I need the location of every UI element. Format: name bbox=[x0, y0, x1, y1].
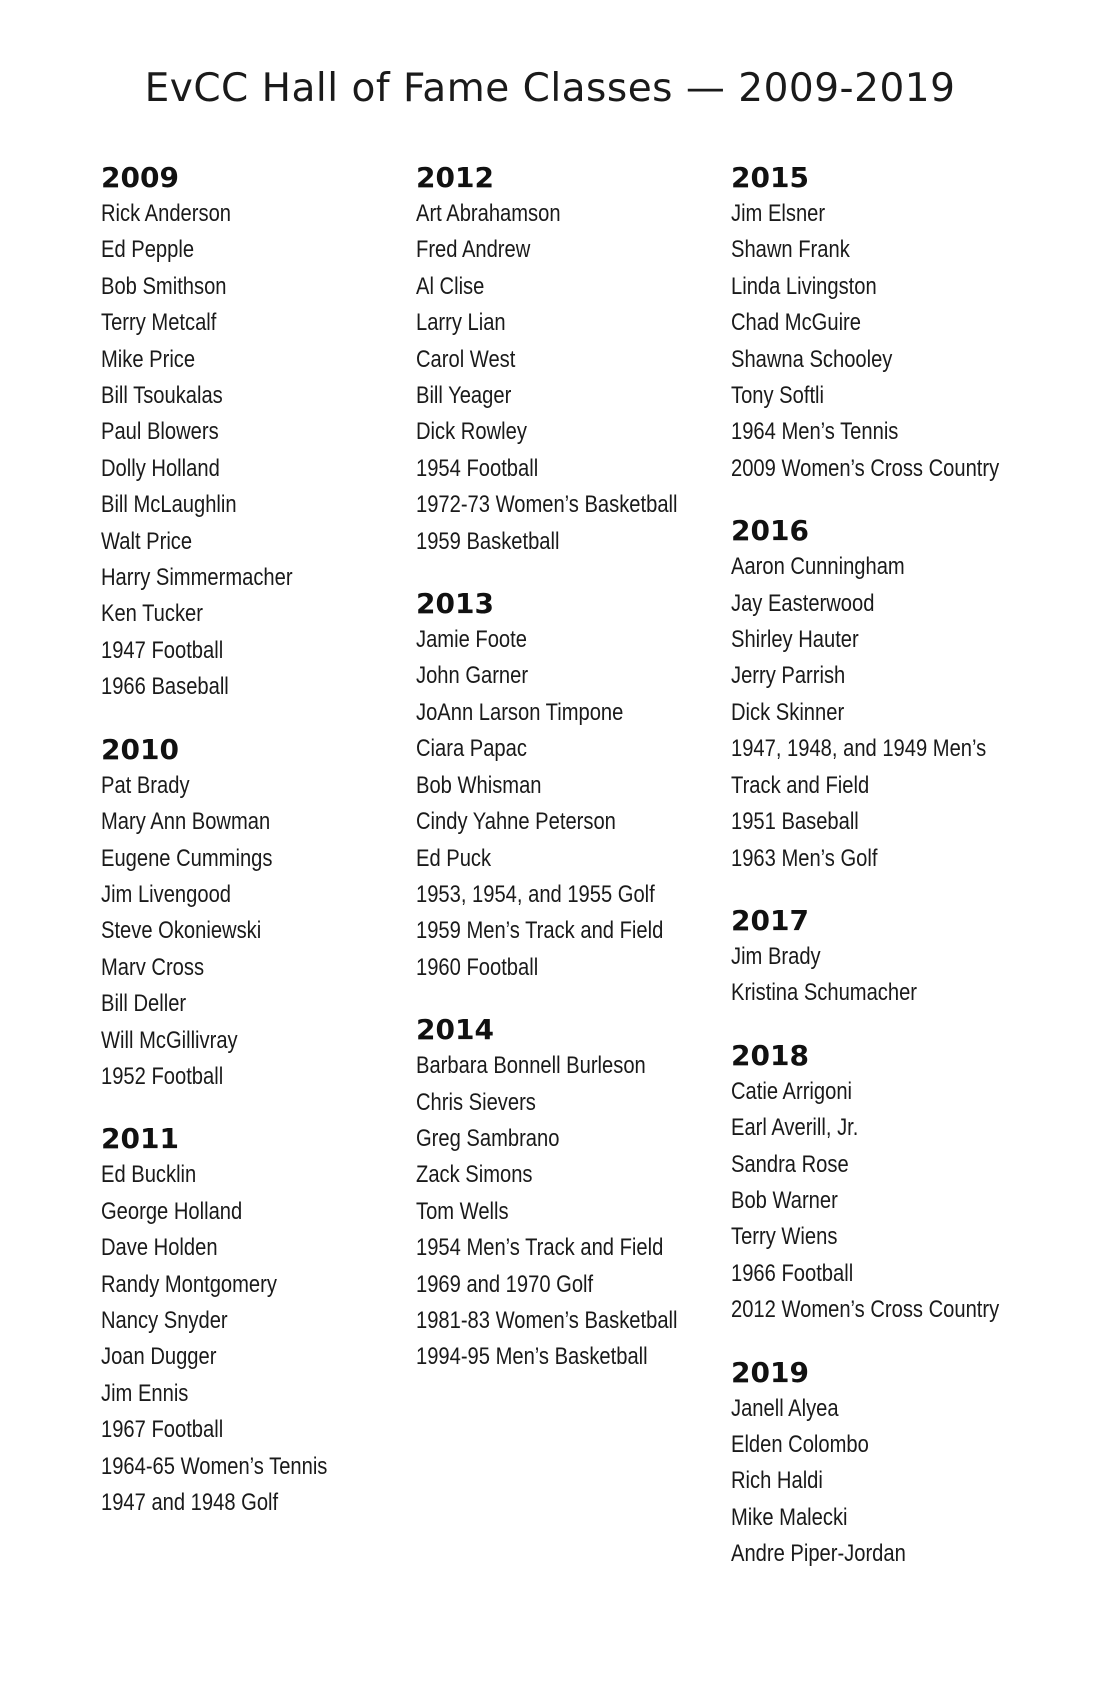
inductee-item: Bill McLaughlin bbox=[101, 491, 237, 519]
inductee-item: Shawna Schooley bbox=[731, 345, 893, 373]
page-title: EvCC Hall of Fame Classes — 2009-2019 bbox=[144, 66, 956, 111]
inductee-item: Walt Price bbox=[101, 527, 193, 555]
inductee-item: Ed Puck bbox=[416, 844, 492, 872]
inductee-item: 2009 Women’s Cross Country bbox=[731, 454, 1000, 482]
inductee-item: 1963 Men’s Golf bbox=[731, 844, 878, 872]
year-heading: 2018 bbox=[731, 1038, 809, 1072]
inductee-list bbox=[101, 1157, 421, 1521]
inductee-item: Jim Ennis bbox=[101, 1379, 189, 1407]
inductee-item: 1967 Football bbox=[101, 1416, 224, 1444]
inductee-item: 1960 Football bbox=[416, 953, 539, 981]
inductee-item: Kristina Schumacher bbox=[731, 979, 918, 1007]
inductee-list bbox=[731, 196, 1061, 487]
column-3 bbox=[731, 160, 1061, 1599]
inductee-item: Art Abrahamson bbox=[416, 200, 561, 227]
inductee-item: Mike Price bbox=[101, 345, 196, 373]
inductee-item: Greg Sambrano bbox=[416, 1124, 560, 1152]
year-heading: 2014 bbox=[416, 1013, 494, 1047]
inductee-item: Shirley Hauter bbox=[731, 626, 859, 654]
inductee-item: Ken Tucker bbox=[101, 600, 203, 628]
year-section-2014 bbox=[416, 1012, 736, 1376]
year-section-2012 bbox=[416, 160, 736, 560]
inductee-item: Rich Haldi bbox=[731, 1467, 823, 1495]
inductee-item: Mike Malecki bbox=[731, 1503, 848, 1531]
inductee-item: Jay Easterwood bbox=[731, 589, 875, 617]
inductee-item: Dick Skinner bbox=[731, 698, 845, 726]
year-heading: 2013 bbox=[416, 587, 494, 621]
inductee-item: Cindy Yahne Peterson bbox=[416, 808, 616, 836]
inductee-item: 1964-65 Women’s Tennis bbox=[101, 1452, 328, 1480]
year-heading: 2016 bbox=[731, 514, 809, 548]
inductee-item: Randy Montgomery bbox=[101, 1270, 277, 1298]
inductee-item: Paul Blowers bbox=[101, 418, 219, 446]
inductee-item: Catie Arrigoni bbox=[731, 1077, 853, 1105]
inductee-item: 1953, 1954, and 1955 Golf bbox=[416, 880, 655, 908]
inductee-item: Steve Okoniewski bbox=[101, 917, 262, 945]
year-heading: 2019 bbox=[731, 1355, 809, 1389]
inductee-item: Jim Elsner bbox=[731, 200, 826, 227]
inductee-list bbox=[731, 1391, 1061, 1573]
inductee-item: Harry Simmermacher bbox=[101, 564, 293, 592]
inductee-item: Carol West bbox=[416, 345, 516, 373]
inductee-item: Eugene Cummings bbox=[101, 844, 273, 872]
inductee-item: Earl Averill, Jr. bbox=[731, 1114, 859, 1142]
inductee-item: 1969 and 1970 Golf bbox=[416, 1270, 594, 1298]
inductee-list bbox=[416, 1048, 736, 1376]
inductee-item: Terry Metcalf bbox=[101, 309, 217, 337]
inductee-item: Bob Warner bbox=[731, 1186, 838, 1214]
inductee-item: Bill Deller bbox=[101, 990, 187, 1018]
year-section-2019 bbox=[731, 1355, 1061, 1573]
year-section-2015 bbox=[731, 160, 1061, 487]
inductee-item: Barbara Bonnell Burleson bbox=[416, 1052, 646, 1080]
inductee-item: Larry Lian bbox=[416, 309, 506, 337]
inductee-item: Dolly Holland bbox=[101, 454, 220, 482]
inductee-item: Janell Alyea bbox=[731, 1394, 839, 1422]
inductee-item: Pat Brady bbox=[101, 771, 190, 799]
year-section-2010 bbox=[101, 732, 421, 1096]
inductee-list bbox=[731, 549, 1061, 877]
inductee-item: 1964 Men’s Tennis bbox=[731, 418, 899, 446]
inductee-item: Mary Ann Bowman bbox=[101, 808, 271, 836]
inductee-item: Sandra Rose bbox=[731, 1150, 849, 1178]
year-section-2017 bbox=[731, 903, 1061, 1012]
inductee-item: 1959 Basketball bbox=[416, 527, 560, 555]
inductee-item: Andre Piper-Jordan bbox=[731, 1540, 906, 1568]
inductee-item: George Holland bbox=[101, 1197, 243, 1225]
inductee-list bbox=[416, 622, 736, 986]
inductee-item: Fred Andrew bbox=[416, 236, 531, 264]
inductee-item: Jim Brady bbox=[731, 942, 821, 970]
inductee-item: JoAnn Larson Timpone bbox=[416, 698, 624, 726]
inductee-item: Elden Colombo bbox=[731, 1430, 869, 1458]
inductee-item: Nancy Snyder bbox=[101, 1306, 228, 1334]
inductee-list bbox=[416, 196, 736, 560]
inductee-item: Bob Whisman bbox=[416, 771, 542, 799]
inductee-item: 1954 Football bbox=[416, 454, 539, 482]
year-heading: 2012 bbox=[416, 161, 494, 194]
inductee-item: Linda Livingston bbox=[731, 272, 877, 300]
inductee-item: Dave Holden bbox=[101, 1234, 218, 1262]
inductee-item: Joan Dugger bbox=[101, 1343, 217, 1371]
inductee-item: Marv Cross bbox=[101, 953, 205, 981]
inductee-item: 1952 Football bbox=[101, 1062, 224, 1090]
inductee-item: 1947 and 1948 Golf bbox=[101, 1489, 279, 1516]
inductee-item: Terry Wiens bbox=[731, 1223, 838, 1251]
year-section-2016 bbox=[731, 513, 1061, 877]
year-heading: 2009 bbox=[101, 161, 179, 194]
year-section-2011 bbox=[101, 1121, 421, 1521]
inductee-item: 1954 Men’s Track and Field bbox=[416, 1234, 664, 1262]
inductee-item: 1951 Baseball bbox=[731, 808, 859, 836]
year-section-2018 bbox=[731, 1038, 1061, 1329]
year-heading: 2015 bbox=[731, 161, 809, 194]
inductee-item: Al Clise bbox=[416, 272, 485, 300]
inductee-item: Ciara Papac bbox=[416, 735, 527, 763]
inductee-list bbox=[731, 939, 1061, 1012]
inductee-item: Shawn Frank bbox=[731, 236, 850, 264]
inductee-item: Bill Tsoukalas bbox=[101, 382, 223, 410]
inductee-list bbox=[101, 196, 421, 706]
year-heading: 2011 bbox=[101, 1122, 179, 1156]
inductee-item: Will McGillivray bbox=[101, 1026, 238, 1054]
inductee-item: John Garner bbox=[416, 662, 529, 690]
inductee-item: Chris Sievers bbox=[416, 1088, 536, 1116]
inductee-item: Bob Smithson bbox=[101, 272, 227, 300]
inductee-item: Dick Rowley bbox=[416, 418, 527, 446]
year-section-2013 bbox=[416, 586, 736, 986]
inductee-item: 2012 Women’s Cross Country bbox=[731, 1296, 1000, 1324]
inductee-item: 1966 Baseball bbox=[101, 673, 229, 701]
inductee-item: Aaron Cunningham bbox=[731, 553, 905, 581]
inductee-item: Ed Bucklin bbox=[101, 1161, 197, 1189]
inductee-item: 1947 Football bbox=[101, 636, 224, 664]
inductee-item: 1972-73 Women’s Basketball bbox=[416, 491, 678, 519]
year-heading: 2010 bbox=[101, 732, 179, 766]
year-section-2009 bbox=[101, 160, 421, 706]
inductee-item: 1947, 1948, and 1949 Men’s Track and Field bbox=[731, 735, 987, 799]
inductee-item: 1959 Men’s Track and Field bbox=[416, 917, 664, 945]
inductee-list bbox=[731, 1074, 1061, 1329]
inductee-item: Rick Anderson bbox=[101, 200, 231, 227]
inductee-item: Jamie Foote bbox=[416, 626, 527, 654]
inductee-item: Tony Softli bbox=[731, 382, 825, 410]
inductee-item: Ed Pepple bbox=[101, 236, 195, 264]
inductee-item: Jerry Parrish bbox=[731, 662, 846, 690]
inductee-item: Zack Simons bbox=[416, 1161, 533, 1189]
column-2 bbox=[416, 160, 736, 1402]
year-heading: 2017 bbox=[731, 903, 809, 937]
inductee-item: Bill Yeager bbox=[416, 382, 512, 410]
inductee-item: 1994-95 Men’s Basketball bbox=[416, 1343, 648, 1371]
inductee-item: 1981-83 Women’s Basketball bbox=[416, 1306, 678, 1334]
column-1 bbox=[101, 160, 421, 1547]
inductee-item: Jim Livengood bbox=[101, 880, 232, 908]
inductee-item: 1966 Football bbox=[731, 1259, 854, 1287]
inductee-item: Chad McGuire bbox=[731, 309, 861, 337]
inductee-list bbox=[101, 768, 421, 1096]
inductee-item: Tom Wells bbox=[416, 1197, 509, 1225]
